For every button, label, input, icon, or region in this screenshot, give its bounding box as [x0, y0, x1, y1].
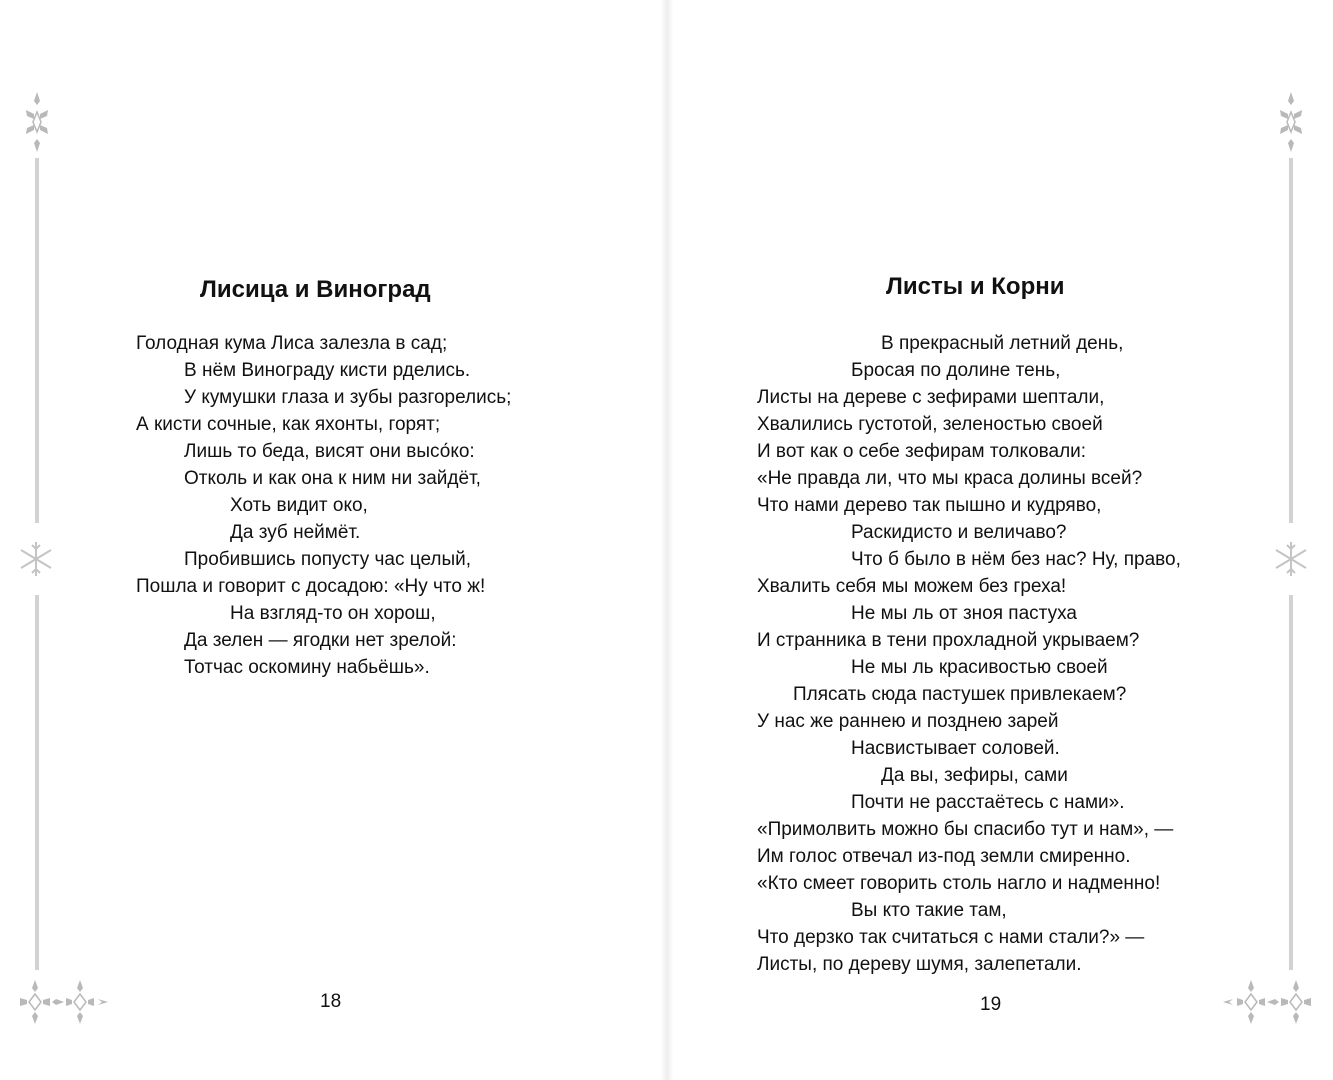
- poem-title: Лисица и Виноград: [200, 276, 431, 303]
- poem-line: И вот как о себе зефирам толковали:: [757, 441, 1087, 462]
- poem-line: Не мы ль красивостью своей: [851, 657, 1108, 678]
- poem-line: Плясать сюда пастушек привлекаем?: [793, 684, 1127, 705]
- poem-line: «Примолвить можно бы спасибо тут и нам», —: [757, 819, 1174, 840]
- left-page: [0, 0, 666, 1080]
- poem-line: В прекрасный летний день,: [881, 333, 1124, 354]
- poem-line: У кумушки глаза и зубы разгорелись;: [184, 387, 512, 408]
- poem-line: Хвалились густотой, зеленостью своей: [757, 414, 1103, 435]
- poem-line: Пробившись попусту час целый,: [184, 549, 472, 570]
- bottom-diamond-flourish-icon: [1221, 980, 1313, 1024]
- left-border-bottom: [35, 595, 39, 970]
- poem-line: Почти не расстаётесь с нами».: [851, 792, 1125, 813]
- poem-line: Да зуб неймёт.: [230, 522, 361, 543]
- poem-line: В нём Винограду кисти рделись.: [184, 360, 471, 381]
- top-diamond-flourish-icon: [1276, 92, 1306, 152]
- poem-line: Лишь то беда, висят они высо́ко:: [184, 441, 475, 462]
- poem-line: Хоть видит око,: [230, 495, 368, 516]
- poem-line: «Кто смеет говорить столь нагло и надменно!: [757, 873, 1161, 894]
- page-number: 18: [320, 991, 342, 1012]
- poem-line: Листы на дереве с зефирами шептали,: [757, 387, 1105, 408]
- poem-line: Пошла и говорит с досадою: «Ну что ж!: [136, 576, 486, 597]
- poem-line: У нас же раннею и позднею зарей: [757, 711, 1059, 732]
- left-border-top: [35, 158, 39, 523]
- poem-line: Отколь и как она к ним ни зайдёт,: [184, 468, 481, 489]
- poem-line: Не мы ль от зноя пастуха: [851, 603, 1077, 624]
- page-number: 19: [980, 994, 1002, 1015]
- snowflake-icon: [1272, 540, 1310, 578]
- poem-text: [757, 330, 1181, 978]
- poem-line: «Не правда ли, что мы краса долины всей?: [757, 468, 1143, 489]
- right-border-top: [1289, 158, 1293, 523]
- poem-line: Насвистывает соловей.: [851, 738, 1060, 759]
- right-page: [667, 0, 1333, 1080]
- right-border-bottom: [1289, 595, 1293, 970]
- poem-line: Да вы, зефиры, сами: [881, 765, 1068, 786]
- poem-line: Что дерзко так считаться с нами стали?» —: [757, 927, 1145, 948]
- poem-line: Да зелен — ягодки нет зрелой:: [184, 630, 457, 651]
- poem-line: Раскидисто и величаво?: [851, 522, 1067, 543]
- poem-line: Хвалить себя мы можем без греха!: [757, 576, 1067, 597]
- poem-line: Листы, по дереву шумя, залепетали.: [757, 954, 1082, 975]
- bottom-diamond-flourish-icon: [18, 980, 110, 1024]
- poem-line: Тотчас оскомину набьёшь».: [184, 657, 430, 678]
- snowflake-icon: [17, 540, 55, 578]
- poem-line: И странника в тени прохладной укрываем?: [757, 630, 1140, 651]
- poem-line: На взгляд-то он хорош,: [230, 603, 436, 624]
- poem-line: Вы кто такие там,: [851, 900, 1007, 921]
- poem-line: Что нами дерево так пышно и кудряво,: [757, 495, 1102, 516]
- poem-line: Что б было в нём без нас? Ну, право,: [851, 549, 1181, 570]
- poem-line: Им голос отвечал из-под земли смиренно.: [757, 846, 1131, 867]
- poem-text: [136, 330, 511, 681]
- poem-title: Листы и Корни: [886, 273, 1065, 300]
- poem-line: Голодная кума Лиса залезла в сад;: [136, 333, 448, 354]
- poem-line: А кисти сочные, как яхонты, горят;: [136, 414, 441, 435]
- poem-line: Бросая по долине тень,: [851, 360, 1061, 381]
- top-diamond-flourish-icon: [22, 92, 52, 152]
